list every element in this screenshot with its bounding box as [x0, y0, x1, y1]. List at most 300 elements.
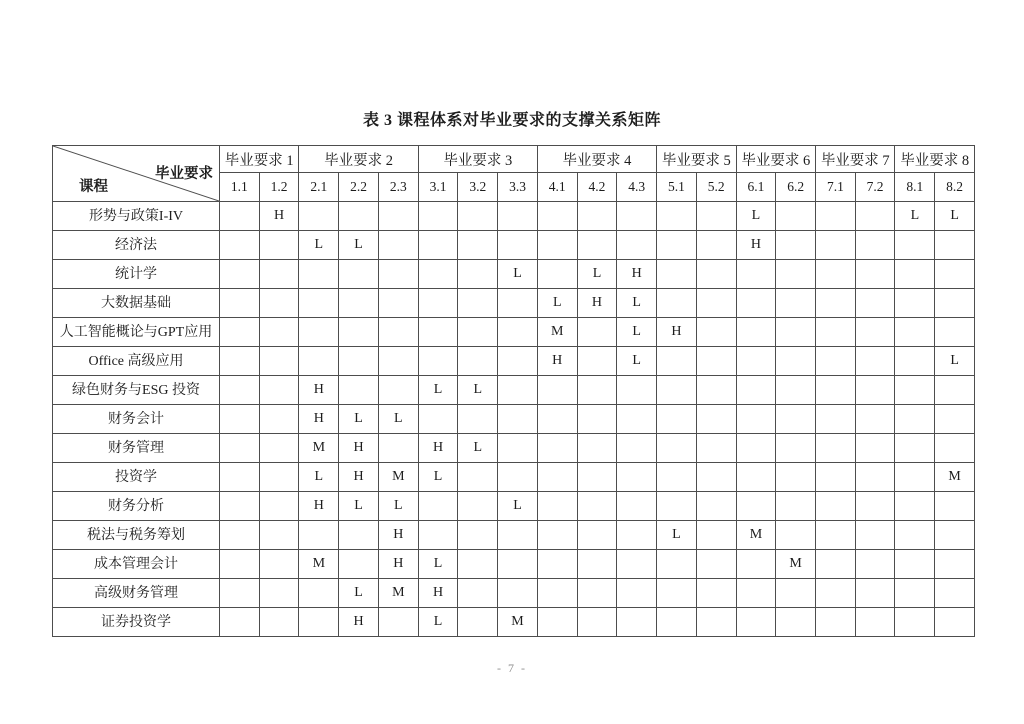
matrix-cell — [617, 463, 657, 492]
matrix-cell — [617, 608, 657, 637]
matrix-cell — [418, 318, 458, 347]
matrix-cell — [259, 347, 299, 376]
matrix-cell — [895, 550, 935, 579]
table-row — [53, 376, 975, 405]
matrix-cell — [617, 405, 657, 434]
table-row — [53, 202, 975, 231]
matrix-cell — [537, 521, 577, 550]
matrix-cell — [816, 550, 856, 579]
course-name: 大数据基础 — [53, 289, 220, 318]
matrix-cell — [617, 376, 657, 405]
matrix-cell: H — [299, 405, 339, 434]
matrix-cell — [816, 579, 856, 608]
matrix-cell — [935, 231, 975, 260]
matrix-cell — [855, 202, 895, 231]
matrix-cell — [935, 405, 975, 434]
matrix-cell — [458, 608, 498, 637]
course-name: 形势与政策I-IV — [53, 202, 220, 231]
table-row — [53, 260, 975, 289]
matrix-cell — [736, 405, 776, 434]
matrix-cell: M — [776, 550, 816, 579]
matrix-cell — [220, 347, 260, 376]
matrix-cell — [259, 231, 299, 260]
group-header-4: 毕业要求 4 — [537, 146, 656, 173]
matrix-cell — [577, 608, 617, 637]
corner-label-requirements: 毕业要求 — [155, 166, 213, 182]
matrix-cell — [696, 492, 736, 521]
subcol-header-8.1: 8.1 — [895, 173, 935, 202]
matrix-cell — [855, 550, 895, 579]
matrix-cell — [577, 463, 617, 492]
matrix-cell — [220, 318, 260, 347]
matrix-cell — [537, 492, 577, 521]
matrix-cell: M — [537, 318, 577, 347]
matrix-cell — [696, 521, 736, 550]
matrix-cell: M — [935, 463, 975, 492]
matrix-cell: L — [617, 347, 657, 376]
matrix-cell — [259, 579, 299, 608]
matrix-cell — [855, 579, 895, 608]
matrix-cell — [657, 550, 697, 579]
matrix-cell — [855, 347, 895, 376]
matrix-cell: L — [418, 376, 458, 405]
matrix-cell — [855, 463, 895, 492]
matrix-cell — [418, 492, 458, 521]
course-name: 人工智能概论与GPT应用 — [53, 318, 220, 347]
table-row — [53, 521, 975, 550]
course-name: 成本管理会计 — [53, 550, 220, 579]
matrix-cell — [537, 231, 577, 260]
matrix-cell: H — [418, 434, 458, 463]
group-header-2: 毕业要求 2 — [299, 146, 418, 173]
matrix-cell — [895, 492, 935, 521]
matrix-cell — [855, 376, 895, 405]
matrix-cell — [736, 260, 776, 289]
matrix-cell — [259, 492, 299, 521]
matrix-cell — [855, 260, 895, 289]
matrix-cell — [696, 289, 736, 318]
matrix-cell — [458, 492, 498, 521]
group-header-6: 毕业要求 6 — [736, 146, 815, 173]
matrix-cell — [259, 608, 299, 637]
matrix-cell — [378, 376, 418, 405]
matrix-cell — [339, 260, 379, 289]
matrix-cell — [617, 202, 657, 231]
matrix-cell — [418, 202, 458, 231]
matrix-cell — [696, 434, 736, 463]
course-name: 财务分析 — [53, 492, 220, 521]
matrix-cell: H — [339, 463, 379, 492]
group-header-8: 毕业要求 8 — [895, 146, 975, 173]
matrix-cell — [696, 318, 736, 347]
matrix-cell — [657, 289, 697, 318]
subcol-header-6.2: 6.2 — [776, 173, 816, 202]
matrix-cell — [657, 376, 697, 405]
matrix-cell — [418, 260, 458, 289]
matrix-cell — [220, 405, 260, 434]
matrix-cell: L — [339, 231, 379, 260]
matrix-cell — [220, 289, 260, 318]
matrix-cell — [259, 405, 299, 434]
matrix-cell — [220, 202, 260, 231]
matrix-cell — [776, 376, 816, 405]
matrix-cell: M — [378, 463, 418, 492]
matrix-cell — [736, 347, 776, 376]
course-name: 绿色财务与ESG 投资 — [53, 376, 220, 405]
matrix-cell — [537, 260, 577, 289]
subcol-header-1.1: 1.1 — [220, 173, 260, 202]
matrix-cell: H — [299, 376, 339, 405]
matrix-cell — [418, 231, 458, 260]
matrix-cell — [577, 521, 617, 550]
matrix-cell — [537, 405, 577, 434]
matrix-cell — [299, 579, 339, 608]
matrix-cell — [855, 608, 895, 637]
table-row — [53, 550, 975, 579]
matrix-cell: H — [657, 318, 697, 347]
matrix-cell — [657, 608, 697, 637]
matrix-cell: H — [736, 231, 776, 260]
course-name: 投资学 — [53, 463, 220, 492]
matrix-cell — [895, 463, 935, 492]
matrix-cell — [220, 231, 260, 260]
matrix-cell — [895, 260, 935, 289]
matrix-cell — [299, 202, 339, 231]
matrix-cell — [816, 318, 856, 347]
matrix-cell — [816, 260, 856, 289]
matrix-cell — [259, 260, 299, 289]
support-matrix-table — [52, 145, 975, 637]
matrix-cell — [776, 318, 816, 347]
matrix-cell — [498, 521, 538, 550]
matrix-cell — [776, 608, 816, 637]
matrix-cell — [816, 608, 856, 637]
matrix-cell — [895, 231, 935, 260]
matrix-cell — [339, 318, 379, 347]
matrix-cell — [816, 521, 856, 550]
matrix-cell — [696, 463, 736, 492]
matrix-cell: L — [418, 463, 458, 492]
matrix-cell: L — [418, 608, 458, 637]
matrix-cell: H — [299, 492, 339, 521]
matrix-cell — [537, 376, 577, 405]
matrix-cell — [776, 231, 816, 260]
subcol-header-7.2: 7.2 — [855, 173, 895, 202]
matrix-cell — [935, 376, 975, 405]
matrix-cell — [696, 231, 736, 260]
matrix-cell — [577, 318, 617, 347]
matrix-cell — [220, 492, 260, 521]
matrix-cell — [855, 318, 895, 347]
matrix-cell — [696, 347, 736, 376]
matrix-cell — [736, 579, 776, 608]
matrix-cell — [935, 550, 975, 579]
matrix-cell — [935, 608, 975, 637]
matrix-cell: L — [895, 202, 935, 231]
matrix-cell: H — [418, 579, 458, 608]
matrix-cell: L — [378, 492, 418, 521]
matrix-cell: M — [299, 550, 339, 579]
matrix-cell — [776, 521, 816, 550]
matrix-cell — [498, 434, 538, 463]
matrix-cell — [259, 289, 299, 318]
matrix-cell — [458, 550, 498, 579]
matrix-cell — [776, 434, 816, 463]
subcol-header-4.2: 4.2 — [577, 173, 617, 202]
matrix-cell: L — [418, 550, 458, 579]
matrix-cell — [378, 347, 418, 376]
matrix-cell: L — [935, 347, 975, 376]
subcol-header-8.2: 8.2 — [935, 173, 975, 202]
matrix-cell — [577, 579, 617, 608]
subcol-header-3.1: 3.1 — [418, 173, 458, 202]
matrix-cell: L — [537, 289, 577, 318]
matrix-cell — [378, 260, 418, 289]
subcol-header-7.1: 7.1 — [816, 173, 856, 202]
table-row — [53, 318, 975, 347]
matrix-cell — [855, 231, 895, 260]
page-number: - 7 - — [497, 661, 527, 675]
matrix-cell — [776, 260, 816, 289]
matrix-cell — [299, 521, 339, 550]
matrix-cell: L — [617, 318, 657, 347]
matrix-cell — [498, 231, 538, 260]
matrix-cell — [696, 260, 736, 289]
matrix-cell — [855, 289, 895, 318]
matrix-cell — [418, 405, 458, 434]
matrix-cell — [577, 550, 617, 579]
matrix-cell — [617, 492, 657, 521]
corner-header-cell — [53, 146, 220, 202]
matrix-cell — [458, 260, 498, 289]
matrix-cell — [657, 463, 697, 492]
matrix-cell — [935, 260, 975, 289]
matrix-cell — [577, 202, 617, 231]
matrix-cell — [657, 492, 697, 521]
matrix-cell — [895, 434, 935, 463]
matrix-cell — [935, 289, 975, 318]
matrix-cell — [816, 492, 856, 521]
group-header-5: 毕业要求 5 — [657, 146, 736, 173]
matrix-cell: L — [498, 492, 538, 521]
matrix-cell — [577, 492, 617, 521]
corner-label-course: 课程 — [79, 179, 108, 195]
matrix-cell — [816, 347, 856, 376]
matrix-cell — [498, 347, 538, 376]
matrix-cell — [696, 202, 736, 231]
matrix-cell — [537, 434, 577, 463]
matrix-cell — [895, 347, 935, 376]
matrix-cell — [816, 289, 856, 318]
matrix-cell — [855, 434, 895, 463]
matrix-cell: L — [935, 202, 975, 231]
matrix-cell — [776, 463, 816, 492]
matrix-cell: L — [299, 231, 339, 260]
matrix-cell — [816, 434, 856, 463]
matrix-cell — [657, 579, 697, 608]
matrix-cell — [220, 608, 260, 637]
matrix-cell — [299, 318, 339, 347]
course-name: 证券投资学 — [53, 608, 220, 637]
matrix-cell — [458, 202, 498, 231]
matrix-cell: L — [339, 492, 379, 521]
subcol-header-6.1: 6.1 — [736, 173, 776, 202]
matrix-cell — [537, 608, 577, 637]
matrix-cell — [736, 376, 776, 405]
matrix-cell — [259, 376, 299, 405]
matrix-cell — [816, 463, 856, 492]
matrix-cell — [220, 376, 260, 405]
matrix-cell: L — [458, 434, 498, 463]
matrix-body — [53, 202, 975, 637]
matrix-cell — [935, 318, 975, 347]
matrix-cell — [537, 550, 577, 579]
matrix-cell — [736, 492, 776, 521]
matrix-cell — [498, 289, 538, 318]
matrix-cell: M — [299, 434, 339, 463]
table-row — [53, 347, 975, 376]
subcol-header-2.3: 2.3 — [378, 173, 418, 202]
table-row — [53, 608, 975, 637]
matrix-cell — [339, 550, 379, 579]
matrix-cell — [378, 434, 418, 463]
matrix-cell — [776, 202, 816, 231]
matrix-cell — [617, 550, 657, 579]
matrix-cell: H — [378, 550, 418, 579]
table-row — [53, 579, 975, 608]
matrix-cell — [577, 405, 617, 434]
matrix-cell — [418, 521, 458, 550]
matrix-cell — [339, 376, 379, 405]
group-header-1: 毕业要求 1 — [220, 146, 299, 173]
matrix-cell: L — [577, 260, 617, 289]
matrix-cell: L — [378, 405, 418, 434]
matrix-cell: L — [617, 289, 657, 318]
matrix-cell: M — [498, 608, 538, 637]
matrix-cell — [220, 463, 260, 492]
matrix-cell — [339, 289, 379, 318]
matrix-cell — [696, 608, 736, 637]
matrix-cell — [696, 579, 736, 608]
group-header-3: 毕业要求 3 — [418, 146, 537, 173]
matrix-cell — [657, 347, 697, 376]
matrix-cell — [736, 289, 776, 318]
matrix-cell — [617, 579, 657, 608]
matrix-cell — [895, 608, 935, 637]
matrix-cell — [895, 579, 935, 608]
matrix-head — [53, 146, 975, 202]
matrix-cell — [776, 492, 816, 521]
matrix-cell — [418, 289, 458, 318]
matrix-cell — [220, 579, 260, 608]
table-row — [53, 231, 975, 260]
matrix-cell: M — [378, 579, 418, 608]
matrix-cell: H — [259, 202, 299, 231]
matrix-cell — [855, 492, 895, 521]
matrix-cell — [299, 289, 339, 318]
matrix-cell — [498, 405, 538, 434]
matrix-cell — [736, 434, 776, 463]
matrix-cell — [498, 376, 538, 405]
subcol-header-5.1: 5.1 — [657, 173, 697, 202]
matrix-cell — [458, 579, 498, 608]
course-name: 高级财务管理 — [53, 579, 220, 608]
matrix-cell: L — [299, 463, 339, 492]
matrix-cell: L — [458, 376, 498, 405]
course-name: 统计学 — [53, 260, 220, 289]
table-caption: 表 3 课程体系对毕业要求的支撑关系矩阵 — [362, 112, 661, 129]
matrix-cell — [577, 376, 617, 405]
matrix-cell: L — [498, 260, 538, 289]
header-groups-row — [53, 146, 975, 173]
matrix-cell — [498, 579, 538, 608]
matrix-cell — [816, 376, 856, 405]
matrix-cell — [458, 521, 498, 550]
matrix-cell — [537, 202, 577, 231]
matrix-cell — [895, 521, 935, 550]
matrix-cell — [657, 202, 697, 231]
matrix-cell — [776, 579, 816, 608]
matrix-cell — [657, 231, 697, 260]
matrix-cell — [378, 318, 418, 347]
subcol-header-4.3: 4.3 — [617, 173, 657, 202]
matrix-cell: H — [617, 260, 657, 289]
matrix-cell — [418, 347, 458, 376]
matrix-cell — [895, 289, 935, 318]
subcol-header-3.3: 3.3 — [498, 173, 538, 202]
course-name: Office 高级应用 — [53, 347, 220, 376]
matrix-cell: H — [577, 289, 617, 318]
matrix-cell — [259, 521, 299, 550]
matrix-cell — [220, 521, 260, 550]
subcol-header-1.2: 1.2 — [259, 173, 299, 202]
matrix-cell — [696, 550, 736, 579]
matrix-cell — [577, 347, 617, 376]
course-name: 经济法 — [53, 231, 220, 260]
matrix-cell — [299, 608, 339, 637]
matrix-cell — [855, 405, 895, 434]
matrix-cell — [458, 231, 498, 260]
matrix-cell — [657, 260, 697, 289]
matrix-cell — [935, 434, 975, 463]
matrix-cell — [776, 405, 816, 434]
table-row — [53, 405, 975, 434]
matrix-cell — [617, 231, 657, 260]
matrix-cell — [378, 608, 418, 637]
matrix-cell — [537, 463, 577, 492]
subcol-header-2.1: 2.1 — [299, 173, 339, 202]
matrix-cell — [577, 434, 617, 463]
matrix-cell — [736, 608, 776, 637]
course-name: 财务会计 — [53, 405, 220, 434]
matrix-cell — [378, 289, 418, 318]
matrix-cell — [220, 550, 260, 579]
matrix-cell — [736, 463, 776, 492]
matrix-cell — [895, 318, 935, 347]
group-header-7: 毕业要求 7 — [816, 146, 895, 173]
table-row — [53, 463, 975, 492]
matrix-cell — [617, 521, 657, 550]
matrix-cell — [458, 347, 498, 376]
table-row — [53, 289, 975, 318]
matrix-cell — [259, 550, 299, 579]
matrix-cell — [935, 521, 975, 550]
matrix-cell — [299, 347, 339, 376]
subcol-header-5.2: 5.2 — [696, 173, 736, 202]
subcol-header-3.2: 3.2 — [458, 173, 498, 202]
matrix-cell — [458, 405, 498, 434]
matrix-cell — [657, 405, 697, 434]
